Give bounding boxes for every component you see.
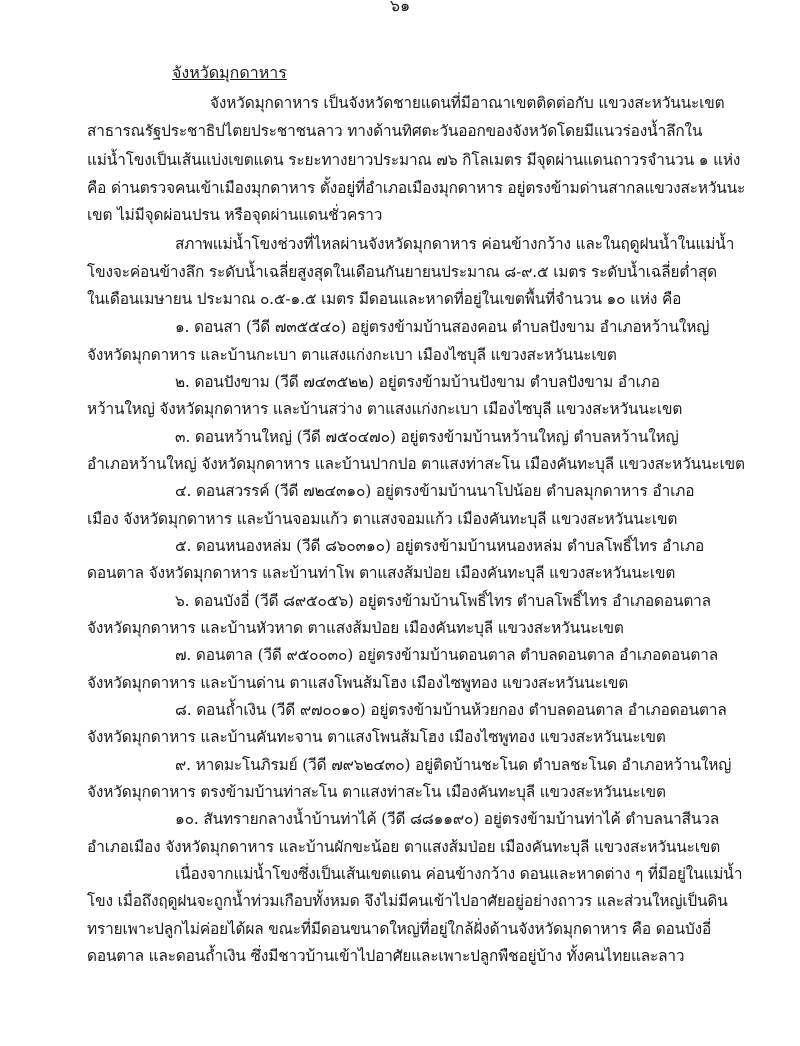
page-number: ๖๑ <box>389 0 411 15</box>
paragraph-line: คือ ด่านตรวจคนเข้าเมืองมุกดาหาร ตั้งอยู่ที่อำเภอเมืองมุกดาหาร อยู่ตรงข้ามด่านสากลแขวงสะหวันนะ <box>87 179 746 197</box>
paragraph-line: ในเดือนเมษายน ประมาณ ๐.๕-๑.๕ เมตร มีดอนและหาดที่อยู่ในเขตพื้นที่จำนวน ๑๐ แห่ง คือ <box>87 290 682 308</box>
paragraph-line: สภาพแม่น้ำโขงช่วงที่ไหลผ่านจังหวัดมุกดาหาร ค่อนข้างกว้าง และในฤดูฝนน้ำในแม่น้ำ <box>175 235 735 253</box>
list-item-line: อำเภอเมือง จังหวัดมุกดาหาร และบ้านผักขะน้อย ตาแสงส้มป่อย เมืองคันทะบุลี แขวงสะหวันนะเขต <box>87 838 721 856</box>
list-item-line: จังหวัดมุกดาหาร และบ้านด่าน ตาแสงโพนส้มโฮง เมืองไซพูทอง แขวงสะหวันนะเขต <box>87 674 629 692</box>
list-item-line: ดอนตาล จังหวัดมุกดาหาร และบ้านท่าโพ ตาแสงส้มป่อย เมืองคันทะบุลี แขวงสะหวันนะเขต <box>87 564 676 582</box>
paragraph-line: เนื่องจากแม่น้ำโขงซึ่งเป็นเส้นเขตแดน ค่อนข้างกว้าง ดอนและหาดต่าง ๆ ที่มีอยู่ในแม่น้ำ <box>175 865 743 883</box>
list-item-line: อำเภอหว้านใหญ่ จังหวัดมุกดาหาร และบ้านปากปอ ตาแสงท่าสะโน เมืองคันทะบุลี แขวงสะหวันนะเขต <box>87 455 745 473</box>
list-item-line: ๔. ดอนสวรรค์ (วีดี ๗๒๔๓๑๐) อยู่ตรงข้ามบ้านนาโปน้อย ตำบลมุกดาหาร อำเภอ <box>175 482 695 500</box>
paragraph-line: โขง เมื่อถึงฤดูฝนจะถูกน้ำท่วมเกือบทั้งหมด จึงไม่มีคนเข้าไปอาศัยอยู่อย่างถาวร และส่วนใหญ่เป็นดิน <box>87 892 728 910</box>
list-item-line: จังหวัดมุกดาหาร และบ้านคันทะจาน ตาแสงโพนส้มโฮง เมืองไซพูทอง แขวงสะหวันนะเขต <box>87 728 666 746</box>
list-item-line: ๒. ดอนปังขาม (วีดี ๗๔๓๕๒๒) อยู่ตรงข้ามบ้านปังขาม ตำบลปังขาม อำเภอ <box>175 373 660 391</box>
paragraph-line: แม่น้ำโขงเป็นเส้นแบ่งเขตแดน ระยะทางยาวประมาณ ๗๖ กิโลเมตร มีจุดผ่านแดนถาวรจำนวน ๑ แห่ง <box>87 151 741 169</box>
paragraph-line: โขงจะค่อนข้างลึก ระดับน้ำเฉลี่ยสูงสุดในเดือนกันยายนประมาณ ๘-๙.๕ เมตร ระดับน้ำเฉลี่ยต่ำสุด <box>87 263 717 281</box>
list-item-line: ๖. ดอนบังอี่ (วีดี ๘๙๕๐๕๖) อยู่ตรงข้ามบ้านโพธิ์ไทร ตำบลโพธิ์ไทร อำเภอดอนตาล <box>175 592 711 610</box>
list-item-line: ๑. ดอนสา (วีดี ๗๓๕๕๔๐) อยู่ตรงข้ามบ้านสองคอน ตำบลปังขาม อำเภอหว้านใหญ่ <box>175 318 710 336</box>
list-item-line: ๙. หาดมะโนภิรมย์ (วีดี ๗๙๖๒๔๓๐) อยู่ติดบ้านชะโนด ตำบลชะโนด อำเภอหว้านใหญ่ <box>175 756 732 774</box>
paragraph-line: ดอนตาล และดอนถ้ำเงิน ซึ่งมีชาวบ้านเข้าไปอาศัยและเพาะปลูกพืชอยู่บ้าง ทั้งคนไทยและลาว <box>87 947 685 965</box>
section-heading: จังหวัดมุกดาหาร <box>172 63 287 82</box>
list-item-line: ๘. ดอนถ้ำเงิน (วีดี ๙๗๐๐๑๐) อยู่ตรงข้ามบ้านห้วยกอง ตำบลดอนตาล อำเภอดอนตาล <box>175 701 727 719</box>
list-item-line: ๓. ดอนหว้านใหญ่ (วีดี ๗๕๐๔๗๐) อยู่ตรงข้ามบ้านหว้านใหญ่ ตำบลหว้านใหญ่ <box>175 428 679 446</box>
paragraph-line: เขต ไม่มีจุดผ่อนปรน หรือจุดผ่านแดนชั่วคราว <box>87 206 383 224</box>
list-item-line: จังหวัดมุกดาหาร ตรงข้ามบ้านท่าสะโน ตาแสงท่าสะโน เมืองคันทะบุลี แขวงสะหวันนะเขต <box>87 783 666 801</box>
list-item-line: เมือง จังหวัดมุกดาหาร และบ้านจอมแก้ว ตาแสงจอมแก้ว เมืองคันทะบุลี แขวงสะหวันนะเขต <box>87 510 678 528</box>
list-item-line: หว้านใหญ่ จังหวัดมุกดาหาร และบ้านสว่าง ตาแสงแก่งกะเบา เมืองไซบุลี แขวงสะหวันนะเขต <box>87 400 683 418</box>
paragraph-line: สาธารณรัฐประชาธิปไตยประชาชนลาว ทางด้านทิศตะวันออกของจังหวัดโดยมีแนวร่องน้ำลึกใน <box>87 122 703 140</box>
list-item-line: จังหวัดมุกดาหาร และบ้านหัวหาด ตาแสงส้มป่อย เมืองคันทะบุลี แขวงสะหวันนะเขต <box>87 619 624 637</box>
list-item-line: จังหวัดมุกดาหาร และบ้านกะเบา ตาแสงแก่งกะเบา เมืองไซบุลี แขวงสะหวันนะเขต <box>87 346 617 364</box>
paragraph-line: ทรายเพาะปลูกไม่ค่อยได้ผล ขณะที่มีดอนขนาดใหญ่ที่อยู่ใกล้ฝั่งด้านจังหวัดมุกดาหาร คือ ดอนบังอี่ <box>87 920 712 938</box>
list-item-line: ๕. ดอนหนองหล่ม (วีดี ๘๖๐๓๑๐) อยู่ตรงข้ามบ้านหนองหล่ม ตำบลโพธิ์ไทร อำเภอ <box>175 537 705 555</box>
list-item-line: ๗. ดอนตาล (วีดี ๙๕๐๐๓๐) อยู่ตรงข้ามบ้านดอนตาล ตำบลดอนตาล อำเภอดอนตาล <box>175 646 719 664</box>
list-item-line: ๑๐. สันทรายกลางน้ำบ้านท่าไค้ (วีดี ๘๘๑๑๙๐) อยู่ตรงข้ามบ้านท่าไค้ ตำบลนาสีนวล <box>175 810 720 828</box>
paragraph-line: จังหวัดมุกดาหาร เป็นจังหวัดชายแดนที่มีอาณาเขตติดต่อกับ แขวงสะหวันนะเขต <box>210 94 725 112</box>
